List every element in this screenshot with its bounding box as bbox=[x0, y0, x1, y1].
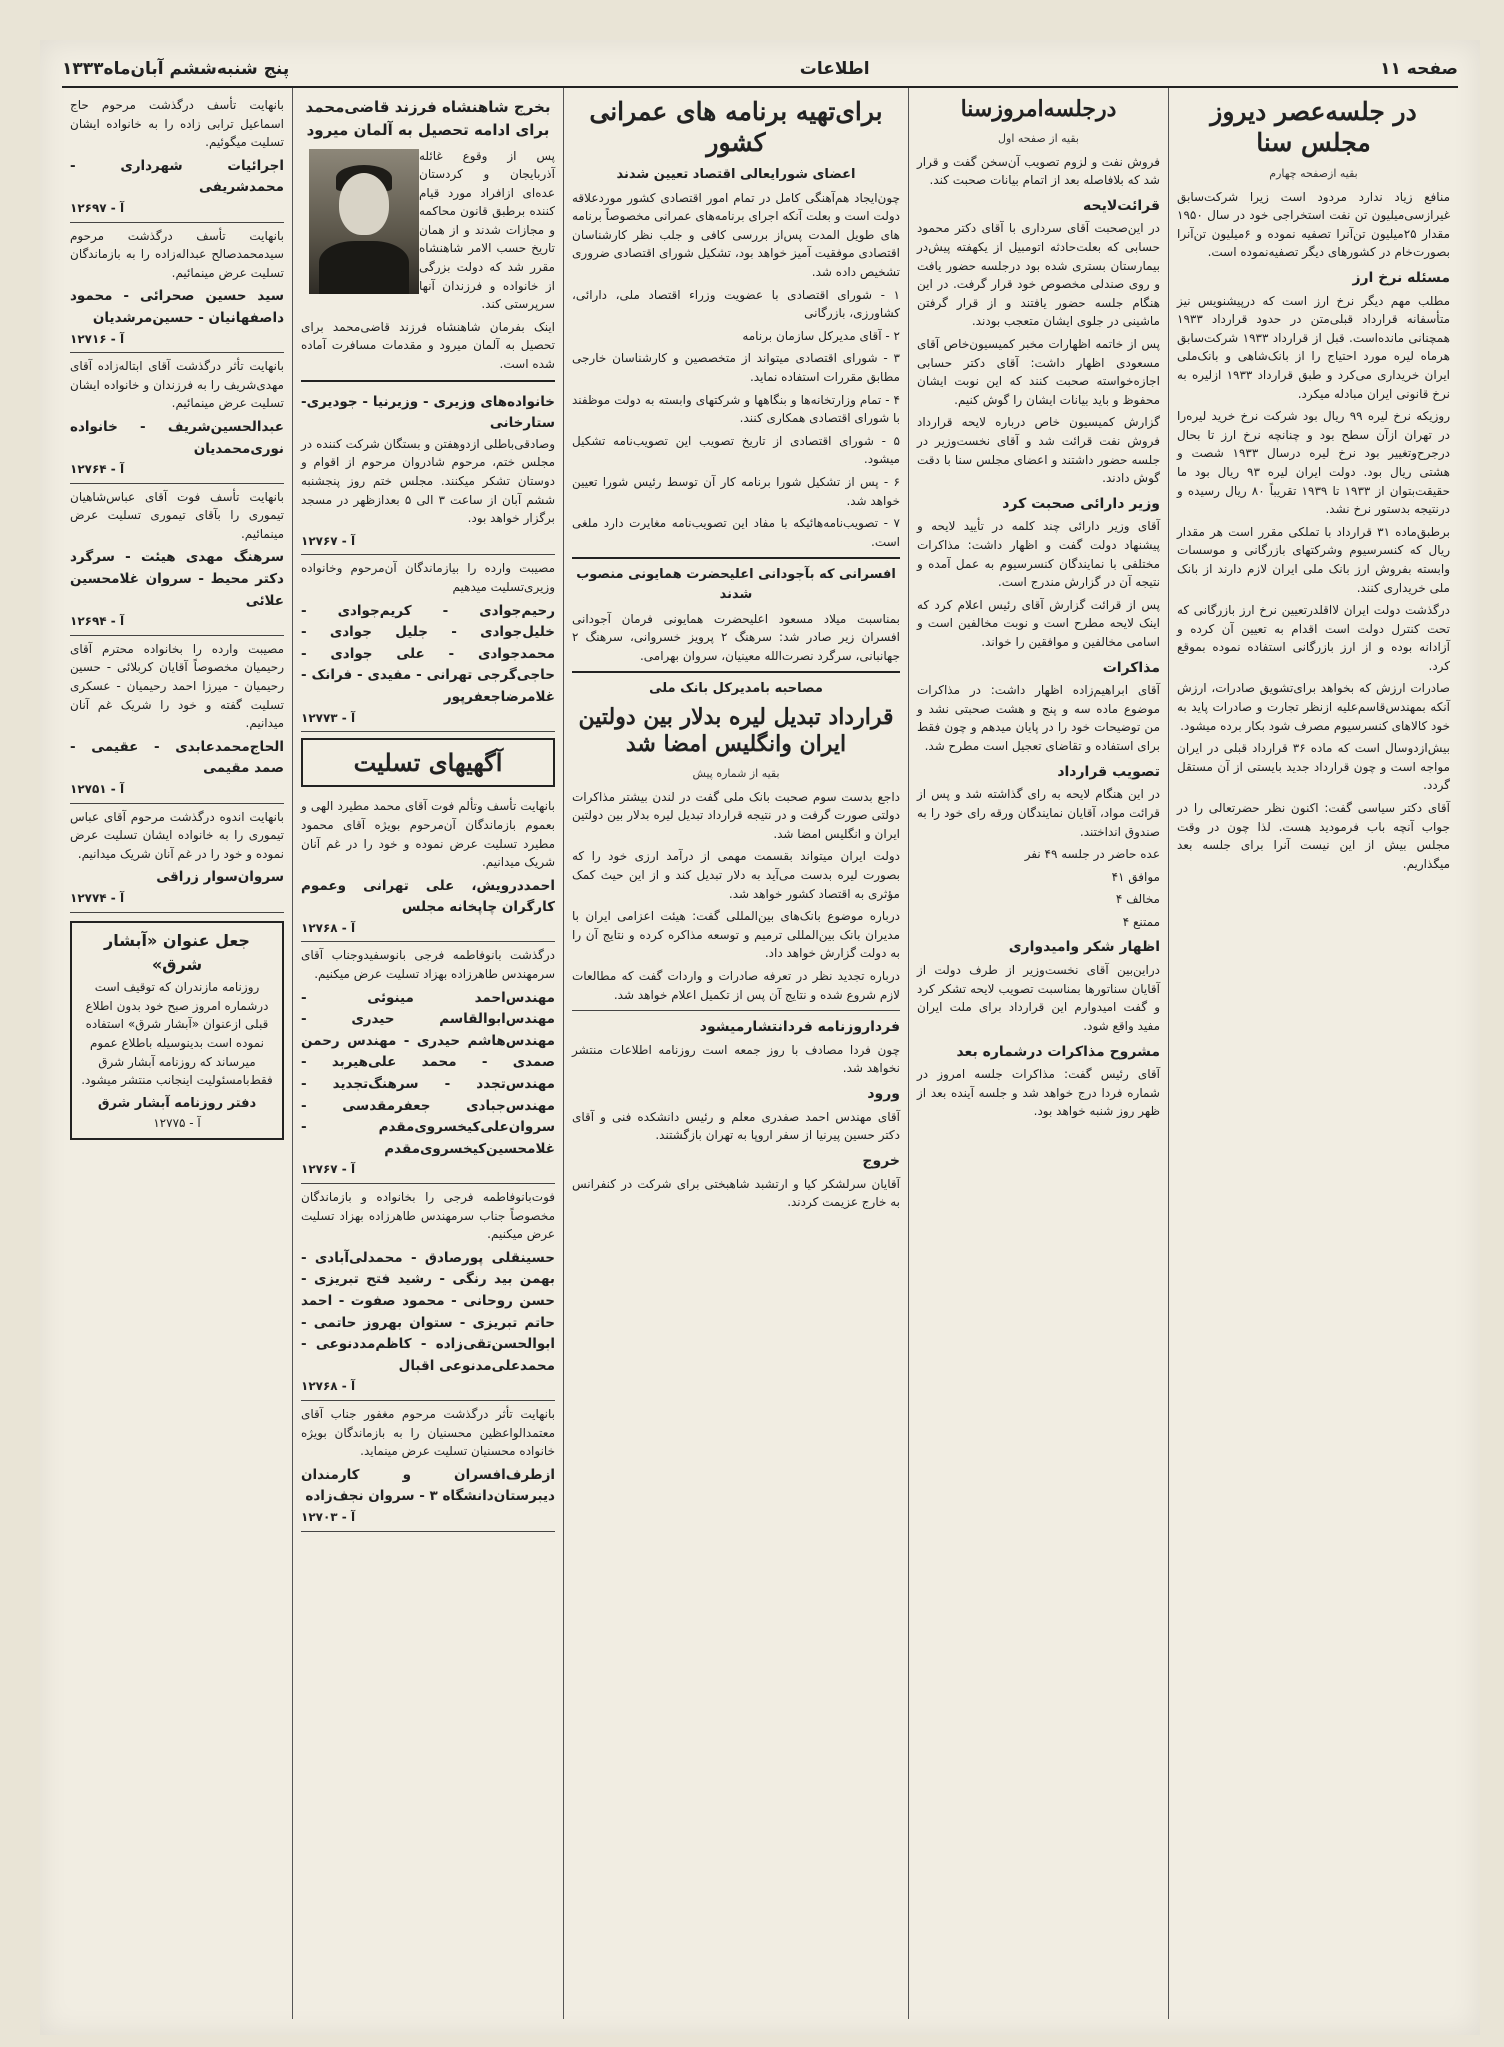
ad-ref: آ - ۱۲۷۷۵ bbox=[153, 1115, 201, 1130]
notice-text: بانهایت اندوه درگذشت مرحوم آقای عباس تیموری را به خانواده ایشان تسلیت عرض نموده و خود را در غم آنان شریک میدانیم. bbox=[70, 809, 284, 861]
paragraph: در این‌صحبت آقای سرداری با آقای دکتر محمود حسابی که بعلت‌حادثه اتومبیل از یکهفته پیش‌در بیمارستان بستری شده بود درجلسه حضور یافت و روی صندلی مخصوص خود قرار گرفت. در این هنگام جلسه حضور یافتند و از قرار گرفتن ماشینی در جلوی ایشان متعجب بودند. bbox=[917, 221, 1160, 329]
issue-date: پنج شنبه‌ششم آبان‌ماه۱۳۳۳ bbox=[62, 59, 290, 79]
notice-ref: آ - ۱۲۷۱۶ bbox=[70, 331, 125, 346]
paragraph: چون‌ایجاد هم‌آهنگی کامل در تمام امور اقتصادی کشور موردعلاقه دولت است و بعلت آنکه اجرای برنامه‌های عمرانی مخصوصاً برنامه های طویل المدت پس‌از بررسی کافی و جلب نظر کارشناسان اقتصادی موفقیت آمیز خواهد بود، تشکیل شورای اقتصادی ضروری تشخیص داده شد. bbox=[572, 190, 900, 280]
list-item: ۵ - شورای اقتصادی از تاریخ تصویب این تصویب‌نامه تشکیل میشود. bbox=[572, 433, 900, 467]
column-senate-today bbox=[908, 88, 1168, 2019]
section-title: تصویب قرارداد bbox=[1057, 763, 1160, 780]
continued-note: بقیه از شماره پیش bbox=[692, 766, 780, 780]
vote-for: موافق ۴۱ bbox=[1111, 869, 1160, 884]
section-title: مسئله نرخ ارز bbox=[1352, 269, 1450, 286]
portrait-suit bbox=[319, 241, 409, 294]
paragraph: اینک بفرمان شاهنشاه فرزند قاضی‌محمد برای تحصیل به آلمان میرود و مقدمات مسافرت آماده شده است. bbox=[301, 319, 555, 372]
column-notices bbox=[292, 88, 563, 2019]
notice-text: بانهایت تأسف فوت آقای عباس‌شاهیان تیموری را بآقای تیموری تسلیت عرض مینمائیم. bbox=[70, 489, 284, 541]
column-economic-council bbox=[563, 88, 908, 2019]
notice-text: مصیبت وارده را بیازماندگان آن‌مرحوم وخانواده وزیری‌تسلیت میدهیم bbox=[301, 561, 555, 594]
notice-names: سید حسین صحرائی - محمود داصفهانیان - حسین‌مرشدیان bbox=[70, 288, 284, 326]
paragraph: روزیکه نرخ لیره ۹۹ ریال بود شرکت نرخ خرید لیره‌را در تهران ازآن سطح بود و چنانچه نرخ ارز تا بحال درجرح‌وتغییر بود نرخ لیره درسال ۱۹۳۳ شصت و هشتی ریال بود. دولت ایران لیره ۹۳ ریال بود ما حقیقت‌بتوان از ۱۹۳۳ تا ۱۹۳۹ تقریباً ۸۰ ریال رسیده و درنتیجه بدستور نرخ نشد. bbox=[1177, 409, 1451, 517]
paragraph: آقای وزیر دارائی چند کلمه در تأیید لایحه و پیشنهاد دولت گفت و اظهار داشت: مذاکرات مختلفی با نمایندگان کنسرسیوم به عمل آمده و نتیجه آن در گزارش مندرج است. bbox=[917, 519, 1160, 590]
notice-ref: آ - ۱۲۷۰۳ bbox=[301, 1509, 356, 1524]
notice-names: عبدالحسین‌شریف - خانواده نوری‌محمدیان bbox=[70, 418, 284, 457]
vote-total: عده حاضر در جلسه ۴۹ نفر bbox=[1024, 847, 1160, 862]
condolence-notice bbox=[70, 636, 284, 804]
notice-ref: آ - ۱۲۷۶۷ bbox=[301, 1162, 356, 1177]
column-notices-continued bbox=[62, 88, 292, 2019]
headline-bank-interview: مصاحبه بامدیرکل بانک ملی bbox=[649, 681, 823, 697]
notice-text: بانهایت تأسف درگذشت مرحوم سیدمحمدصالح عبداله‌زاده را به بازماندگان تسلیت عرض مینمائیم. bbox=[70, 228, 284, 280]
paragraph: آقای دکتر سیاسی گفت: اکنون نظر حضرتعالی را در جواب آنچه باب فرمودید هست. لذا چون در وقت مجلس بیش از این نیست آنرا برای جلسه بعد میگذاریم. bbox=[1177, 801, 1450, 871]
paragraph: درگذشت دولت ایران لااقلدرتعیین نرخ ارز بازرگانی که تحت کنترل دولت است اقدام به تعیین آن کرده و آزادانه بوده و از ارز بازرگانی استفاده نموده بموقع کرد. bbox=[1177, 603, 1450, 673]
subhead-council: اعضای شورایعالی اقتصاد تعیین شدند bbox=[616, 166, 856, 182]
section-title: مشروح مذاکرات درشماره بعد bbox=[956, 1043, 1160, 1060]
notice-ref: آ - ۱۲۶۹۷ bbox=[70, 200, 125, 215]
notice-text: مصیبت وارده را بخانواده محترم آقای رحیمیان مخصوصاً آقایان کربلائی - حسین رحیمیان - میرزا احمد رحیمیان - عسکری تسلیت گفته و خود را شریک غم آنان میدانیم. bbox=[70, 641, 284, 731]
paragraph: فروش نفت و لزوم تصویب آن‌سخن گفت و قرار شد که بلافاصله بعد از اتمام بیانات صحبت کند. bbox=[917, 154, 1160, 188]
paragraph: صادرات ارزش که بخواهد برای‌تشویق صادرات، ارزش آنکه بمهندس‌قاسم‌علیه ازنظر تجارت و صادرات پاید به خود کالاهای کنسرسیوم مصرف شود بکار برده میشود. bbox=[1177, 681, 1450, 733]
paragraph: چون فردا مصادف با روز جمعه است روزنامه اطلاعات منتشر نخواهد شد. bbox=[572, 1042, 900, 1076]
section-title: اظهار شکر وامیدواری bbox=[1008, 939, 1160, 956]
notice-names: رحیم‌جوادی - کریم‌جوادی - خلیل‌جوادی - جلیل جوادی - محمدجوادی - علی جوادی - حاجی‌گرجی تهرانی - مفیدی - فرانک - غلامرضاجعفرپور bbox=[301, 602, 555, 705]
list-item: ۲ - آقای مدیرکل سازمان برنامه bbox=[742, 328, 900, 343]
paragraph: دولت ایران میتواند بقسمت مهمی از درآمد ارزی خود را که بصورت لیره بدست می‌آید به دلار تبدیل کند و از این حیث کمک مؤثری به اقتصاد کشور خواهد شد. bbox=[572, 849, 900, 901]
notice-names: اجرائیات شهرداری - محمدشریفی bbox=[70, 157, 284, 196]
notice-text: بانهایت تأثر درگذشت مرحوم مغفور جناب آقای معتمدالواعظین محسنیان را به بازماندگان بویژه خانواده محسنیان تسلیت عرض مینماید. bbox=[301, 1406, 555, 1459]
paragraph: آقایان سرلشکر کیا و ارتشبد شاهبختی برای شرکت در کنفرانس به خارج عزیمت کردند. bbox=[572, 1176, 900, 1210]
list-item: ۷ - تصویب‌نامه‌هائیکه با مفاد این تصویب‌نامه مغایرت دارد ملغی است. bbox=[572, 516, 900, 549]
notice-names: سروان‌سوار زراقی bbox=[156, 869, 284, 886]
notice-names: سرهنگ مهدی هیئت - سرگرد دکتر محیط - سروان غلامحسین علائی bbox=[70, 549, 284, 609]
paragraph: دراین‌بین آقای نخست‌وزیر از طرف دولت از آقایان سناتورها بمناسبت تصویب لایحه تشکر کرد و گفت امیدوارم این قرارداد برای ملت ایران مفید واقع شود. bbox=[917, 963, 1160, 1033]
section-title: فرداروزنامه فردانتشارمیشود bbox=[699, 1019, 900, 1036]
condolence-notice bbox=[301, 1184, 555, 1401]
notice-ref: آ - ۱۲۷۷۳ bbox=[301, 710, 356, 725]
paragraph: آقای رئیس گفت: مذاکرات جلسه امروز در شماره فردا درج خواهد شد و جلسه آینده بعد از ظهر روز شنبه خواهد بود. bbox=[917, 1067, 1160, 1119]
columns bbox=[62, 88, 1458, 2019]
section-title: قرائت‌لایحه bbox=[1082, 197, 1160, 214]
paragraph: منافع زیاد ندارد مردود است زیرا شرکت‌سابق غیرازسی‌میلیون تن نفت استخراجی خود در سال ۱۹۵۰ مقدار ۲۵میلیون تن‌آنرا تصفیه نموده و ۶میلیون تن‌آنرا بصورت‌خام در کشورهای دیگر تصفیه‌نموده است. bbox=[1177, 189, 1450, 260]
notice-names: احمددرویش، علی تهرانی وعموم کارگران چاپخانه مجلس bbox=[301, 877, 555, 916]
headline-development-plans: برای‌تهیه برنامه های عمرانی کشور bbox=[589, 97, 883, 158]
continued-note: بقیه ازصفحه چهارم bbox=[1269, 166, 1358, 180]
page-number: صفحه ۱۱ bbox=[1380, 59, 1458, 79]
notice-ref: آ - ۱۲۷۶۸ bbox=[301, 920, 356, 935]
condolence-notice bbox=[301, 942, 555, 1184]
paragraph: برطبق‌ماده ۳۱ قرارداد با تملکی مقرر است هر مقدار ریال که کنسرسیوم وشرکتهای بازرگانی و موسسات وابسته بفروش ارز بانک ملی ایران لازم دارند از بانک ملی خریداری کنند. bbox=[1177, 524, 1450, 595]
notice-text: بانهایت تأثر درگذشت آقای ابتاله‌زاده آقای مهدی‌شریف را به فرزندان و خانواده ایشان تسلیت عرض مینمائیم. bbox=[70, 359, 284, 411]
paragraph: داجع بدست سوم صحبت بانک ملی گفت در لندن بیشتر مذاکرات دولتی صورت گرفت و در نتیجه قرارداد تبدیل لیره بدلار بین دولتین ایران و انگلیس امضا شد. bbox=[572, 789, 900, 841]
notice-text: وصادقی‌باطلی ازدوهفتن و بستگان شرکت کننده در مجلس ختم، مرحوم شادروان مرحوم از اقوام و دوستان تشکر میکنند. مجلس ختم روز پنجشنبه ششم آبان از ساعت ۳ الی ۵ بعدازظهر در مسجد برگزار خواهد بود. bbox=[301, 436, 555, 526]
masthead: اطلاعات bbox=[799, 59, 870, 79]
paragraph: درباره موضوع بانک‌های بین‌المللی گفت: هیئت اعزامی ایران با مدیران بانک بین‌المللی ترمیم و توسعه مذاکره کرده و نتایج آن را به دولت گزارش خواهد داد. bbox=[572, 909, 900, 961]
paragraph: مطلب مهم دیگر نرخ ارز است که درپیشنویس نیز متأسفانه قرارداد قبلی‌متن در حدود قرارداد ۱۹۳۳ همچنانی مانده‌است. قبل از قرارداد ۱۹۳۳ شرکت‌سابق هرماه لیره مورد احتیاج را از بانک‌شاهی و بانک‌ملی ایران خریداری می‌کرد و طبق قرارداد ۱۹۳۳ ازلیره به نرخ قانونی ایران مبادله میکرد. bbox=[1177, 293, 1451, 401]
headline-aides: افسرانی که بآجودانی اعلیحضرت همایونی منصوب شدند bbox=[576, 567, 896, 603]
paragraph: در این هنگام لایحه به رای گذاشته شد و پس از قرائت مواد، آقایان نمایندگان ورقه رای خود را به صندوق انداختند. bbox=[917, 787, 1160, 839]
page-header bbox=[62, 52, 1458, 88]
condolence-notice bbox=[301, 388, 555, 556]
condolence-notice bbox=[70, 353, 284, 484]
notice-ref: آ - ۱۲۷۶۸ bbox=[301, 1379, 356, 1394]
section-title: وزیر دارائی صحبت کرد bbox=[1002, 495, 1160, 512]
section-title: ورود bbox=[867, 1085, 900, 1102]
divider bbox=[572, 1010, 900, 1011]
paragraph: گزارش کمیسیون خاص درباره لایحه قرارداد فروش نفت قرائت شد و آقای نخست‌وزیر در جلسه حضور داشتند و اعضای مجلس سنا با دقت گوش دادند. bbox=[917, 415, 1160, 486]
section-title: خروج bbox=[862, 1152, 900, 1169]
divider bbox=[301, 380, 555, 382]
paragraph: بمناسبت میلاد مسعود اعلیحضرت همایونی فرمان آجودانی افسران زیر صادر شد: سرهنگ ۲ پرویز خسروانی، سرهنگ ۲ جهانبانی، سرگرد نصرت‌الله معینیان، سروان بهرامی. bbox=[572, 611, 900, 663]
paragraph: آقای مهندس احمد صفدری معلم و رئیس دانشکده فنی و آقای دکتر حسین پیرنیا از سفر اروپا به تهران بازگشتند. bbox=[572, 1109, 900, 1143]
notice-text: بانهایت تأسف درگذشت مرحوم حاج اسماعیل ترابی زاده را به خانواده ایشان تسلیت میگوئیم. bbox=[70, 98, 284, 150]
notice-text: فوت‌بانوفاطمه فرجی را بخانواده و بازماندگان مخصوصاً جناب سرمهندس طاهرزاده بهزاد تسلیت عرض میکنیم. bbox=[301, 1190, 555, 1242]
condolence-notice bbox=[301, 1401, 555, 1532]
notice-text: درگذشت بانوفاطمه فرجی بانوسفیدوجناب آقای سرمهندس طاهرزاده بهزاد تسلیت عرض میکنیم. bbox=[301, 948, 555, 982]
vote-against: مخالف ۴ bbox=[1115, 892, 1160, 907]
paragraph: بیش‌ازدوسال است که ماده ۳۶ قرارداد قبلی در ایران مواجه است و چون قرارداد جدید بایستی از آن مستقل گردد. bbox=[1177, 741, 1450, 793]
section-title: مذاکرات bbox=[1102, 659, 1160, 676]
ad-signature: دفتر روزنامه آبشار شرق bbox=[97, 1095, 257, 1111]
headline-senate-today: درجلسه‌امروزسنا bbox=[960, 96, 1117, 122]
divider bbox=[572, 557, 900, 559]
paragraph: پس از وقوع غائله آذربایجان و کردستان عده‌ای ازافراد مورد قیام کننده برطبق قانون محاکمه و مجازات شدند و از همان تاریخ حسب الامر شاهنشاه مقرر شد که دولت بزرگی از خانواده و فرزندان آنها سرپرستی کند. bbox=[419, 148, 555, 312]
condolence-section-title: آگهیهای تسلیت bbox=[301, 738, 555, 787]
condolence-notice bbox=[70, 223, 284, 354]
paragraph: آقای ابراهیم‌زاده اظهار داشت: در مذاکرات موضوع ماده سه و پنج و هشت صحبتی نشد و من توضیحات خود را در پایان میدهم و چون فقط برای استفاده و تقاضای تعجیل است مطرح شد. bbox=[917, 683, 1160, 754]
notice-ref: آ - ۱۲۶۹۴ bbox=[70, 614, 125, 629]
condolence-notice bbox=[301, 555, 555, 732]
portrait-face bbox=[339, 173, 389, 235]
list-item: ۱ - شورای اقتصادی با عضویت وزراء اقتصاد ملی، دارائی، کشاورزی، بازرگانی bbox=[572, 287, 900, 321]
ad-title: جعل عنوان «آبشار شرق» bbox=[104, 930, 250, 975]
headline-currency-agreement: قرارداد تبدیل لیره بدلار بین دولتین ایران وانگلیس امضا شد bbox=[578, 703, 894, 758]
list-item: ۶ - پس از تشکیل شورا برنامه کار آن توسط رئیس شورا تعیین خواهد شد. bbox=[572, 474, 900, 508]
notice-ref: آ - ۱۲۷۶۴ bbox=[70, 462, 125, 477]
ad-text: روزنامه مازندران که توقیف است درشماره امروز صبح خود بدون اطلاع قبلی ازعنوان «آبشار شرق» استفاده نموده است بدینوسیله باطلاع عموم میرساند که روزنامه آبشار شرق فقط‌بامسئولیت اینجانب منتشر میشود. bbox=[81, 980, 273, 1088]
notice-names: حسینقلی پورصادق - محمدلی‌آبادی - بهمن بید رنگی - رشید فتح تبریزی - حسن روحانی - محمود صفوت - احمد حاتم تبریزی - ستوان بهروز حاتمی - ابوالحسن‌تقی‌زاده - کاظم‌مددنوعی - محمدعلی‌مدنوعی اقبال bbox=[301, 1249, 555, 1374]
list-item: ۳ - شورای اقتصادی میتواند از متخصصین و کارشناسان خارجی مطابق مقررات استفاده نماید. bbox=[572, 351, 900, 384]
condolence-notice bbox=[70, 484, 284, 636]
paragraph: درباره تجدید نظر در تعرفه صادرات و واردات گفت که مطالعات لازم شروع شده و نتایج آن پس از تکمیل اعلام خواهد شد. bbox=[572, 968, 900, 1002]
notice-title: خانواده‌های وزیری - وزیرنیا - جودیری-ستارخانی bbox=[301, 393, 555, 432]
paragraph: پس از قرائت گزارش آقای رئیس اعلام کرد که اینک لایحه مطرح است و نوبت مخالفین است و اسامی مخالفین و موافقین را خواند. bbox=[917, 597, 1160, 649]
notice-names: مهندس‌احمد مینوئی - مهندس‌ابوالقاسم حیدری - مهندس‌هاشم حیدری - مهندس رحمن صمدی - محمد علی‌هیربد - مهندس‌تجدد - سرهنگ‌تجدید - مهندس‌جبادی جعفرمقدسی - سروان‌علی‌کیخسروی‌مقدم - غلامحسین‌کیخسروی‌مقدم bbox=[301, 989, 555, 1157]
condolence-notice bbox=[70, 804, 284, 913]
headline-senate-evening: در جلسه‌عصر دیروز مجلس سنا bbox=[1210, 97, 1417, 158]
notice-names: ازطرف‌افسران و کارمندان دیبرستان‌دانشگاه ۳ - سروان نجف‌زاده bbox=[301, 1466, 555, 1505]
notice-ref: آ - ۱۲۷۵۱ bbox=[70, 782, 125, 796]
notice-text: بانهایت تأسف وتألم فوت آقای محمد مطیرد الهی و بعموم بازماندگان آن‌مرحوم بویژه آقای محمود مطیرد تسلیت عرض نموده و خود را در غم آنان شریک میدانیم. bbox=[301, 799, 555, 870]
portrait-photo bbox=[309, 149, 419, 294]
continued-note: بقیه از صفحه اول bbox=[998, 131, 1079, 145]
notice-names: الحاج‌محمدعابدی - عقیمی - صمد مقیمی bbox=[70, 738, 284, 777]
notice-ref: آ - ۱۲۷۶۷ bbox=[301, 533, 356, 548]
column-senate-evening bbox=[1168, 88, 1458, 2019]
vote-abstain: ممتنع ۴ bbox=[1122, 914, 1160, 929]
list-item: ۴ - تمام وزارتخانه‌ها و بنگاهها و شرکتهای وابسته به دولت موظفند با شورای اقتصادی همکاری کنند. bbox=[572, 392, 900, 426]
condolence-notice bbox=[70, 92, 284, 223]
divider bbox=[572, 671, 900, 673]
condolence-notice bbox=[301, 793, 555, 942]
newspaper-page bbox=[40, 40, 1480, 2035]
notice-ref: آ - ۱۲۷۷۴ bbox=[70, 890, 125, 905]
notice-ad-box bbox=[70, 921, 284, 1141]
headline-qazi-mohammad-son: بخرج شاهنشاه فرزند قاضی‌محمد برای ادامه تحصیل به آلمان میرود bbox=[305, 98, 551, 140]
paragraph: پس از خاتمه اظهارات مخبر کمیسیون‌خاص آقای مسعودی اظهار داشت: آقای دکتر حسابی اجازه‌خواسته صحبت کنند که این نوبت ایشان محفوظ و باید بیانات ایشان را گوش کنیم. bbox=[917, 336, 1160, 407]
